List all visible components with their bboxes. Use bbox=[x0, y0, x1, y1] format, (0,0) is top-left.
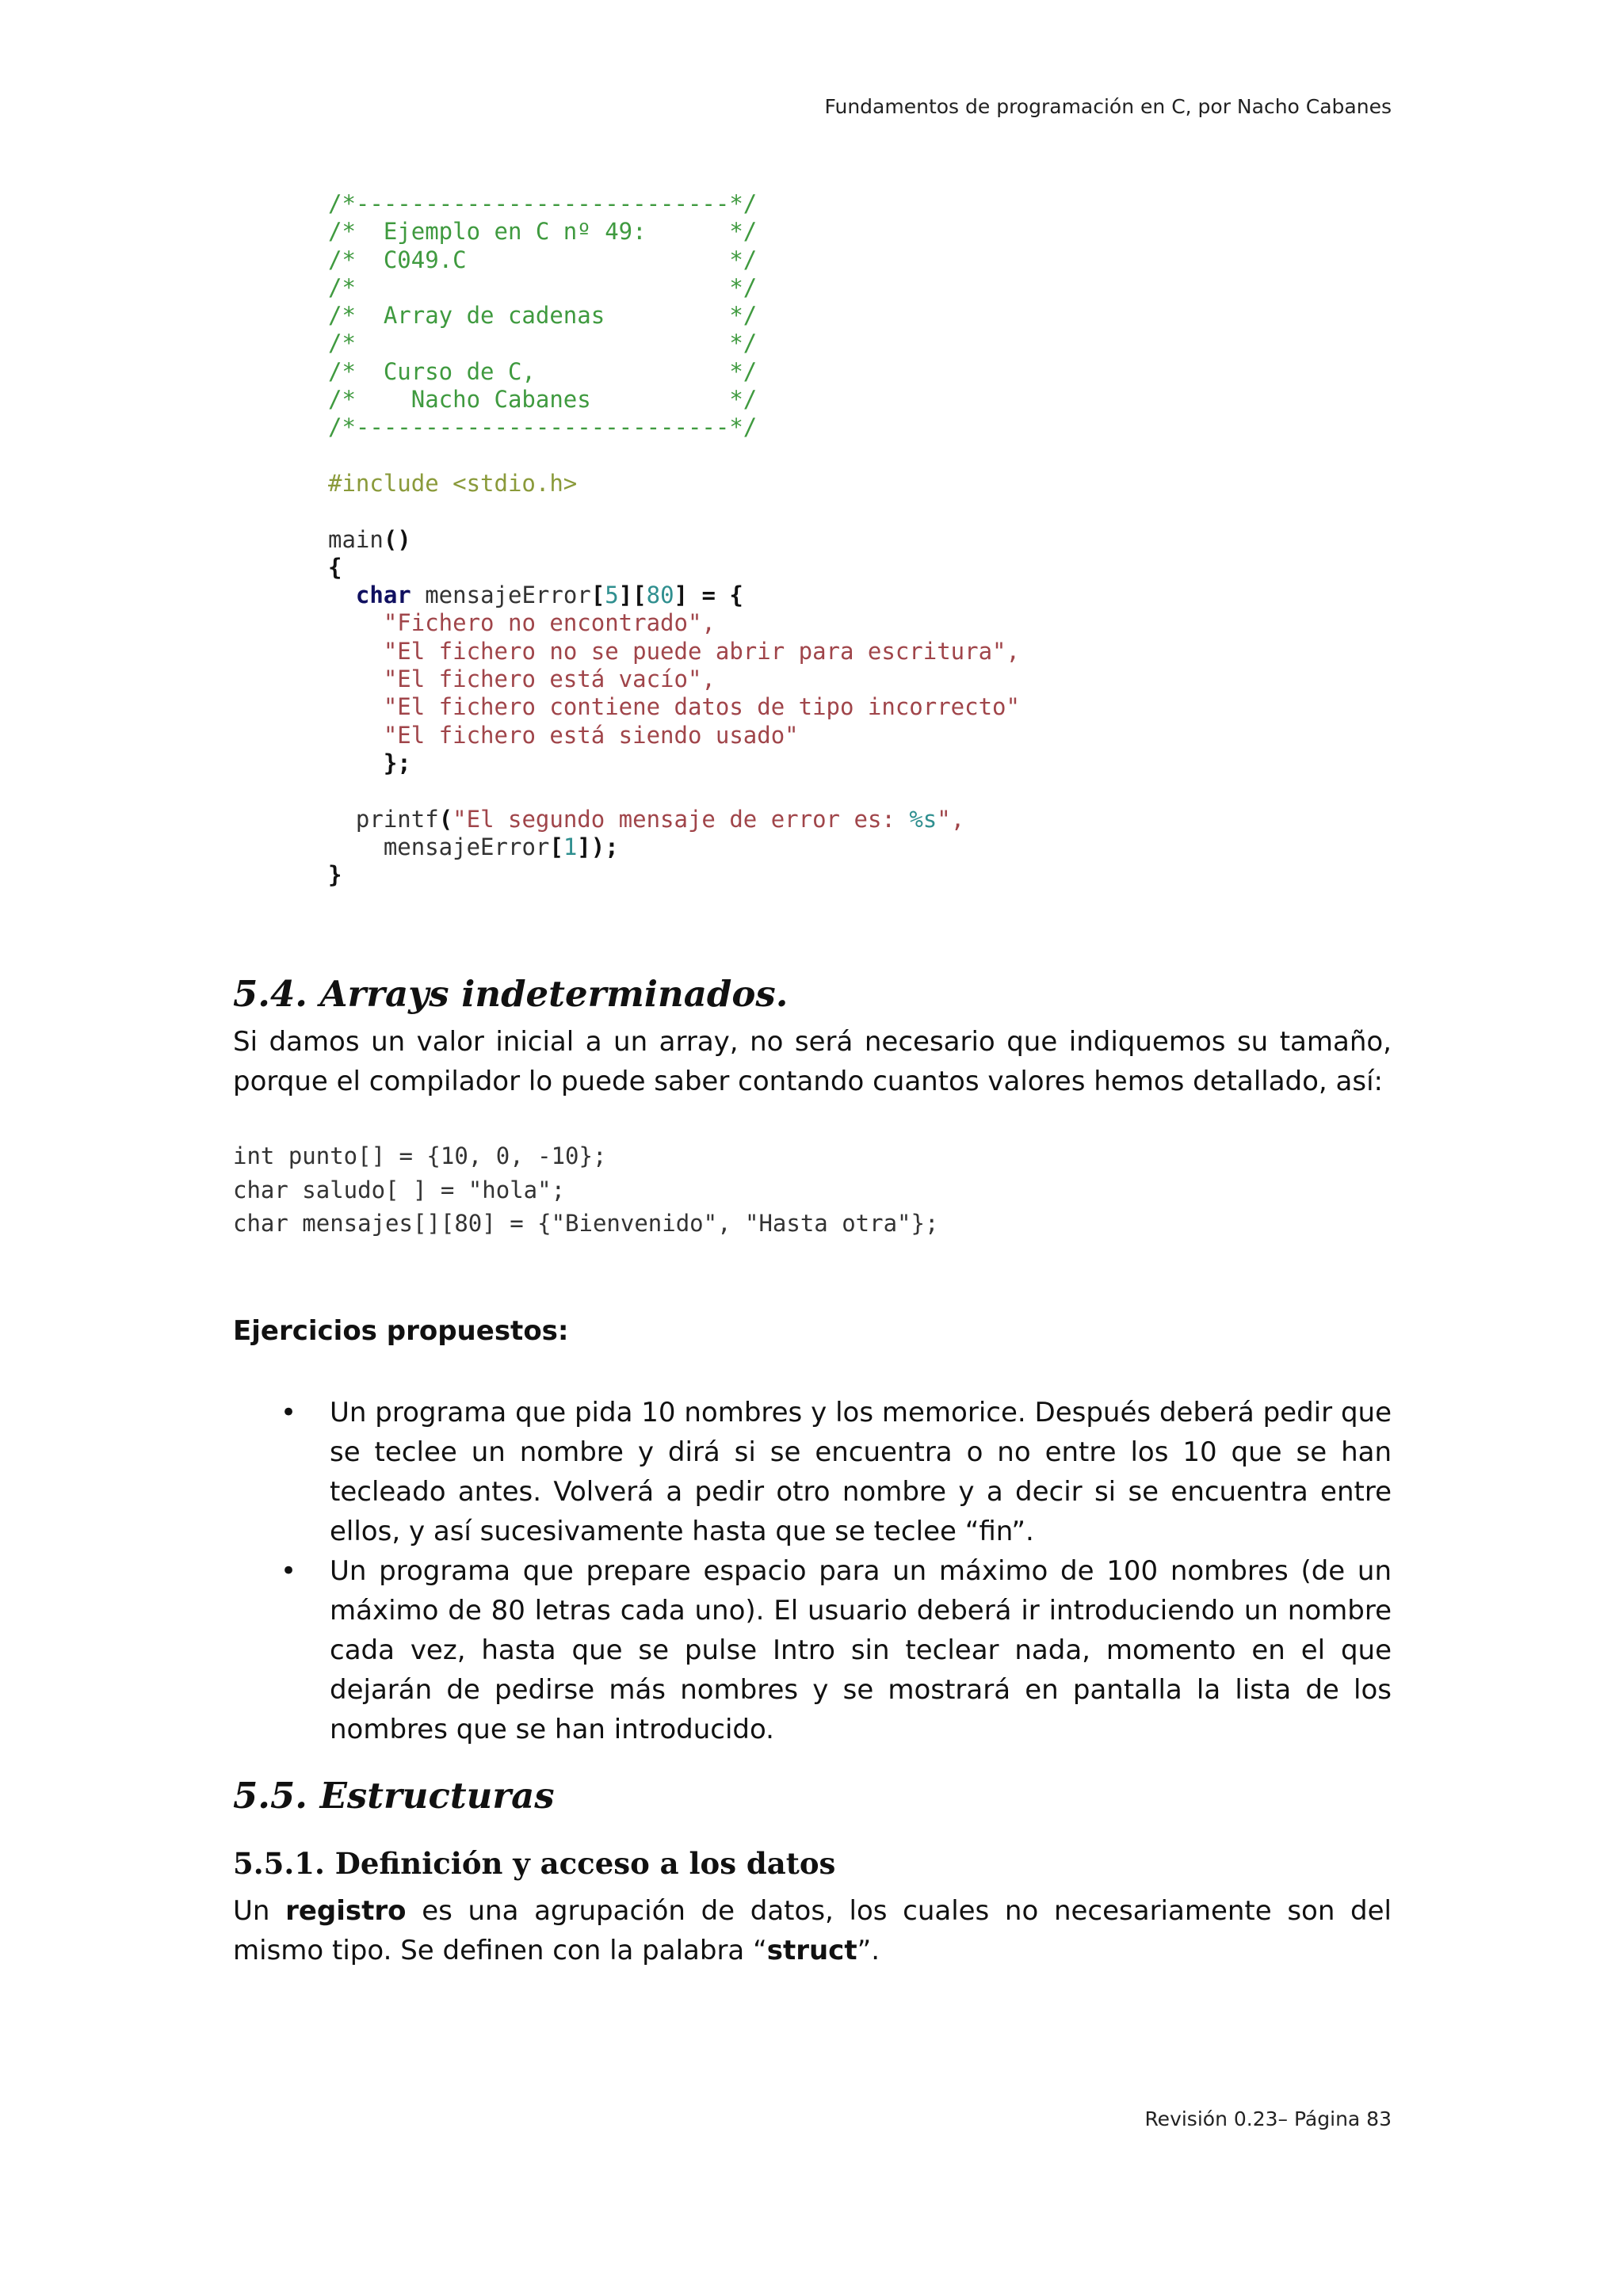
code-format-spec: %s bbox=[909, 805, 938, 833]
code-comment-line: /* C049.C */ bbox=[328, 246, 758, 273]
code-arg-name: mensajeError bbox=[383, 833, 550, 860]
page-header: Fundamentos de programación en C, por Nacho Cabanes bbox=[824, 95, 1392, 118]
code-string-line bbox=[328, 693, 1020, 721]
code-snippet-line: int punto[] = {10, 0, -10}; bbox=[233, 1142, 607, 1169]
term-struct: struct bbox=[766, 1935, 857, 1966]
code-decl-name: mensajeError bbox=[411, 582, 591, 609]
code-printf-line bbox=[328, 806, 1020, 833]
code-main-parens: () bbox=[383, 525, 411, 553]
code-include-line: #include <stdio.h> bbox=[328, 469, 578, 497]
subsection-title-5-5-1: 5.5.1. Definición y acceso a los datos bbox=[233, 1846, 836, 1881]
code-string: "El segundo mensaje de error es: bbox=[453, 805, 910, 833]
code-keyword: char bbox=[355, 582, 411, 609]
code-comment-line: /*---------------------------*/ bbox=[328, 414, 758, 441]
code-number: 5 bbox=[605, 582, 619, 609]
code-comment-line: /* */ bbox=[328, 330, 758, 357]
code-string: "El fichero está siendo usado" bbox=[383, 721, 799, 749]
code-comment-line: /* Array de cadenas */ bbox=[328, 302, 758, 330]
section-5-4-paragraph: Si damos un valor inicial a un array, no será necesario que indiquemos su tamaño, porque el compilador lo puede saber contando cuantos valores hemos detallado, así: bbox=[233, 1026, 1392, 1097]
code-string: "Fichero no encontrado", bbox=[383, 609, 716, 637]
code-snippet-line: char mensajes[][80] = {"Bienvenido", "Hasta otra"}; bbox=[233, 1210, 939, 1237]
code-indent bbox=[328, 582, 356, 608]
code-string: "El fichero no se puede abrir para escritura", bbox=[383, 637, 1020, 665]
section-5-5-paragraph bbox=[233, 1891, 1392, 1970]
term-registro: registro bbox=[285, 1895, 407, 1927]
code-printf-name: printf bbox=[355, 805, 439, 833]
exercises-title: Ejercicios propuestos: bbox=[233, 1315, 569, 1347]
section-title-5-5: 5.5. Estructuras bbox=[233, 1775, 555, 1817]
code-close-brace: } bbox=[328, 861, 342, 889]
code-string: "El fichero contiene datos de tipo incorrecto" bbox=[383, 693, 1020, 721]
code-main-name: main bbox=[328, 525, 384, 553]
bullet-icon: • bbox=[281, 1555, 297, 1587]
exercise-text: Un programa que prepare espacio para un máximo de 100 nombres (de un máximo de 80 letras cada uno). El usuario deberá ir introduciendo un nombre cada vez, hasta que se pulse Intro sin teclear nada, momento en el que dejarán de pedirse más nombres y se mostrará en pantalla la lista de los nombres que se han introducido. bbox=[330, 1555, 1392, 1745]
code-close-decl-line bbox=[328, 749, 1020, 777]
code-bracket: ] = { bbox=[674, 582, 743, 609]
section-title-5-4: 5.4. Arrays indeterminados. bbox=[233, 973, 789, 1015]
paragraph-text: ”. bbox=[857, 1935, 880, 1966]
code-paren: ( bbox=[438, 805, 453, 833]
code-number: 1 bbox=[563, 833, 578, 860]
code-decl-line bbox=[328, 582, 1020, 609]
code-bracket: ][ bbox=[618, 582, 647, 609]
list-item bbox=[281, 1393, 1392, 1551]
code-arg-line bbox=[328, 833, 1020, 861]
list-item bbox=[281, 1551, 1392, 1749]
code-comment-line: /* Ejemplo en C nº 49: */ bbox=[328, 218, 758, 246]
code-string-end: ", bbox=[937, 805, 965, 833]
code-bracket: [ bbox=[590, 582, 605, 609]
code-bracket: ]); bbox=[577, 833, 619, 860]
code-string-line bbox=[328, 666, 1020, 693]
code-number: 80 bbox=[646, 582, 674, 609]
code-comment-line: /* Nacho Cabanes */ bbox=[328, 386, 758, 414]
bullet-icon: • bbox=[281, 1397, 297, 1428]
exercises-list bbox=[281, 1393, 1392, 1749]
code-string-line bbox=[328, 638, 1020, 666]
code-string-line bbox=[328, 722, 1020, 749]
code-string-line bbox=[328, 609, 1020, 637]
code-example bbox=[328, 190, 1020, 889]
code-open-brace: { bbox=[328, 553, 342, 581]
code-string: "El fichero está vacío", bbox=[383, 666, 716, 693]
code-close-decl: }; bbox=[383, 749, 411, 776]
paragraph-text: Un bbox=[233, 1895, 286, 1927]
exercise-text: Un programa que pida 10 nombres y los memorice. Después deberá pedir que se teclee un nombre y dirá si se encuentra o no entre los 10 que se han tecleado antes. Volverá a pedir otro nombre y a decir si se encuentra entre ellos, y así sucesivamente hasta que se teclee “fin”. bbox=[330, 1397, 1392, 1547]
code-comment-line: /*---------------------------*/ bbox=[328, 190, 758, 217]
paragraph-text: es una agrupación de datos, los cuales no necesariamente son del mismo tipo. Se definen con la palabra “ bbox=[233, 1895, 1392, 1966]
code-comment-line: /* */ bbox=[328, 273, 758, 301]
code-comment-line: /* Curso de C, */ bbox=[328, 357, 758, 385]
code-bracket: [ bbox=[549, 833, 563, 860]
code-main-line bbox=[328, 526, 1020, 554]
page-footer: Revisión 0.23– Página 83 bbox=[1144, 2107, 1392, 2130]
code-snippet bbox=[233, 1139, 938, 1241]
code-snippet-line: char saludo[ ] = "hola"; bbox=[233, 1176, 566, 1203]
